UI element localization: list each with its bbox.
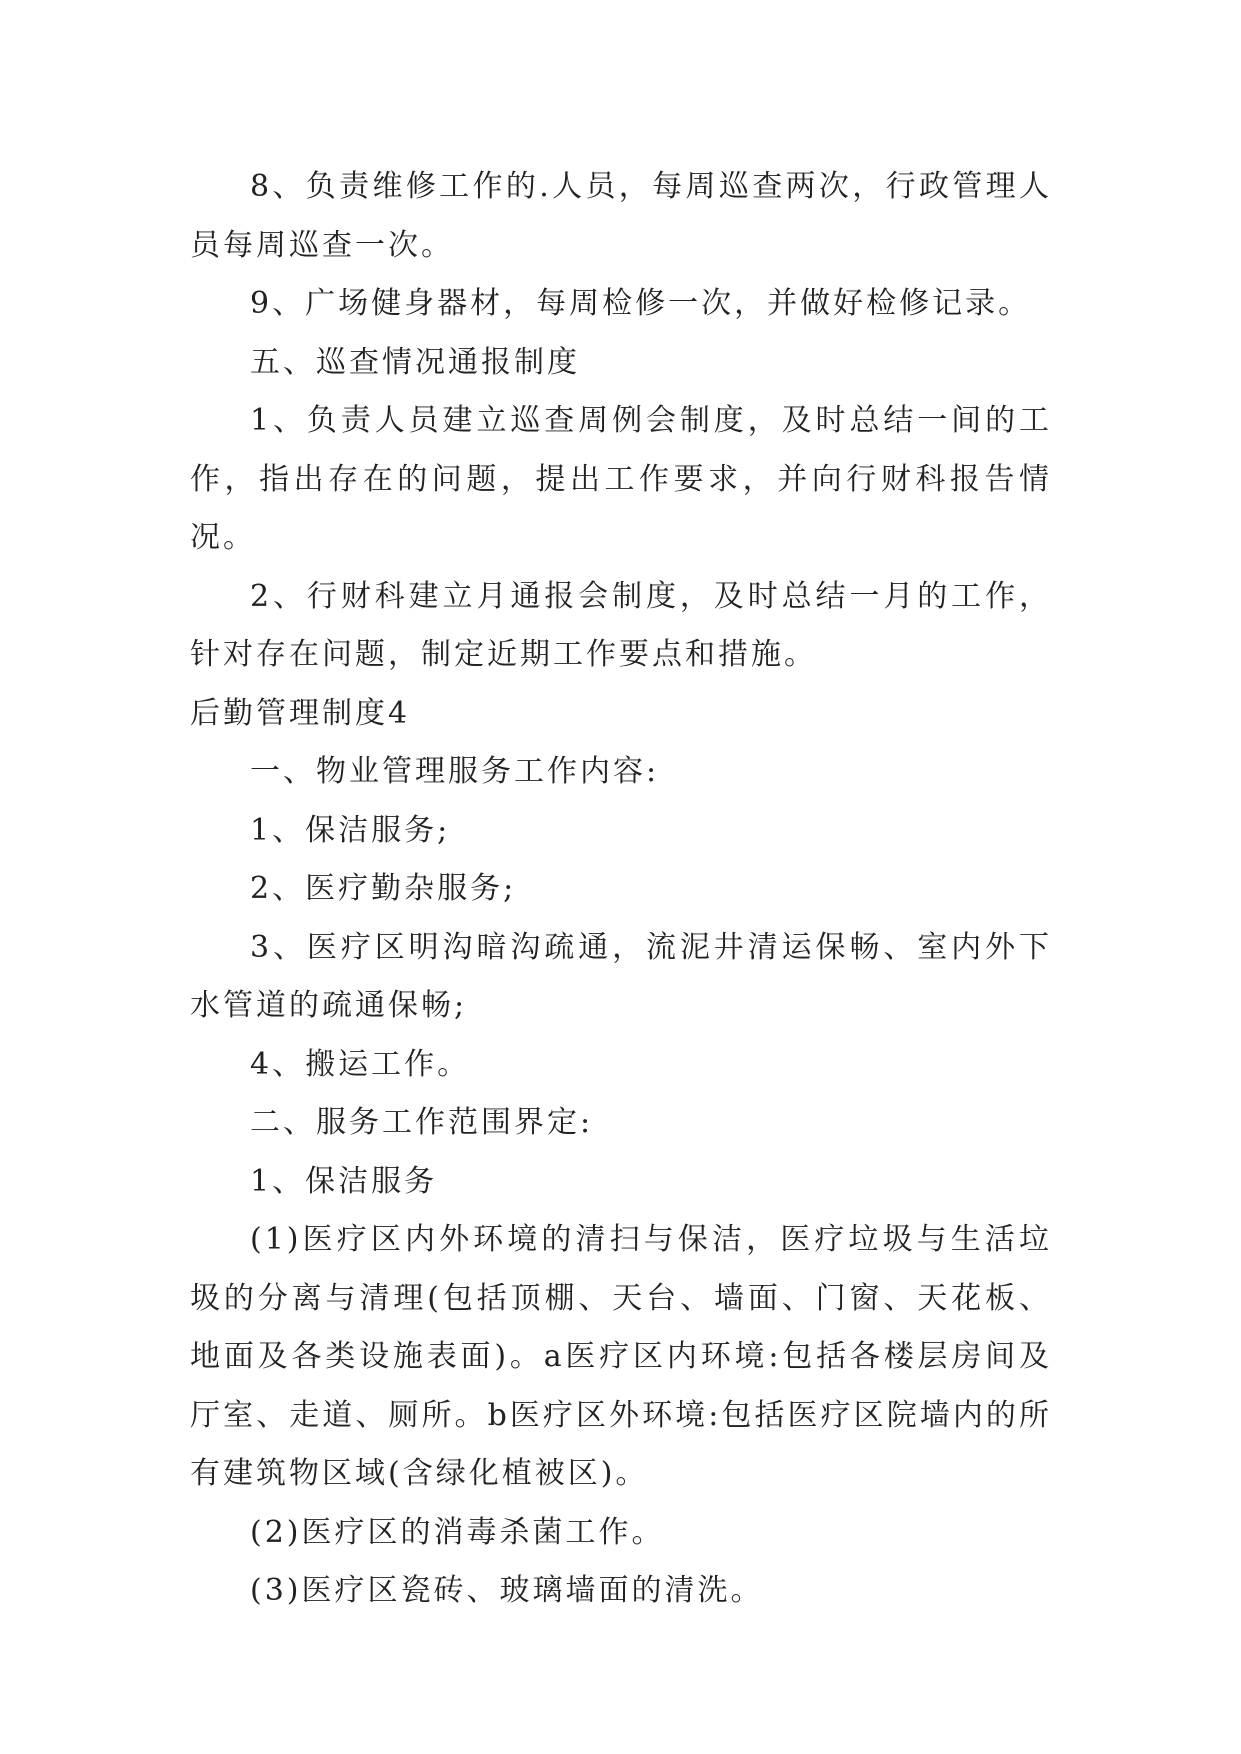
paragraph-disinfection: (2)医疗区的消毒杀菌工作。 bbox=[250, 1514, 665, 1550]
document-title-logistics-4: 后勤管理制度4 bbox=[190, 695, 411, 731]
paragraph-weekly-meeting: 1、负责人员建立巡查周例会制度，及时总结一间的工作，指出存在的问题，提出工作要求，并向行财科报告情况。 bbox=[190, 403, 1052, 555]
paragraph-monthly-report: 2、行财科建立月通报会制度，及时总结一月的工作，针对存在问题，制定近期工作要点和措施。 bbox=[190, 578, 1052, 672]
paragraph-9-fitness-equipment: 9、广场健身器材，每周检修一次，并做好检修记录。 bbox=[250, 286, 1032, 321]
paragraph-8-maintenance-inspection: 8、负责维修工作的.人员，每周巡查两次，行政管理人员每周巡查一次。 bbox=[190, 169, 1052, 263]
section-heading-inspection-report: 五、巡查情况通报制度 bbox=[250, 344, 580, 380]
document-body bbox=[190, 158, 1052, 1621]
paragraph-environment-cleaning: (1)医疗区内外环境的清扫与保洁，医疗垃圾与生活垃圾的分离与清理(包括顶棚、天台、墙面、门窗、天花板、地面及各类设施表面)。a医疗区内环境:包括各楼层房间及厅室、走道、厕所。b医疗区外环境:包括医疗区院墙内的所有建筑物区域(含绿化植被区)。 bbox=[190, 1222, 1052, 1491]
section-heading-property-services: 一、物业管理服务工作内容: bbox=[250, 754, 660, 789]
list-item-transport: 4、搬运工作。 bbox=[250, 1046, 471, 1082]
list-item-medical-misc-service: 2、医疗勤杂服务; bbox=[250, 871, 517, 906]
subsection-cleaning-service: 1、保洁服务 bbox=[250, 1163, 438, 1199]
paragraph-tile-glass-cleaning: (3)医疗区瓷砖、玻璃墙面的清洗。 bbox=[250, 1573, 764, 1608]
section-heading-service-scope: 二、服务工作范围界定: bbox=[250, 1105, 594, 1140]
list-item-cleaning-service: 1、保洁服务; bbox=[250, 812, 451, 848]
list-item-drainage: 3、医疗区明沟暗沟疏通，流泥井清运保畅、室内外下水管道的疏通保畅; bbox=[190, 929, 1052, 1023]
